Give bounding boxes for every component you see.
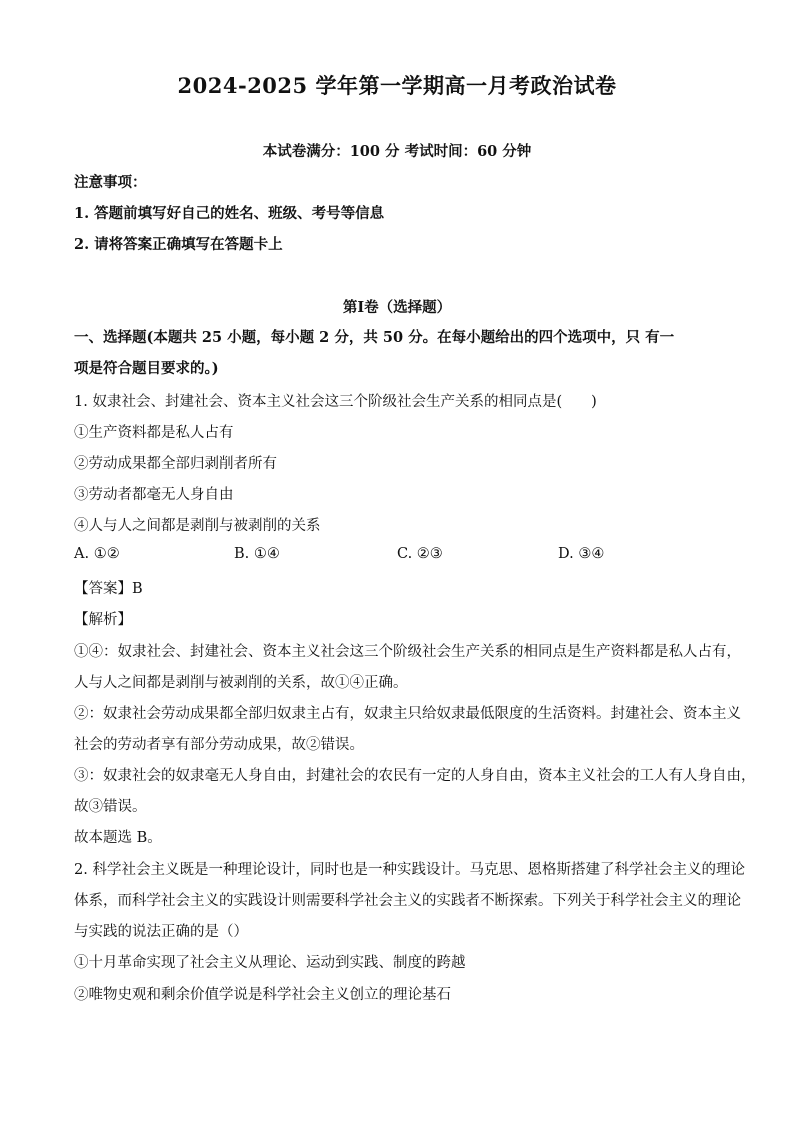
q1-analysis-line-1: ①④：奴隶社会、封建社会、资本主义社会这三个阶级社会生产关系的相同点是生产资料都是私人占有， xyxy=(74,644,741,660)
q1-item-1: ①生产资料都是私人占有 xyxy=(74,425,234,441)
q2-stem-line-3: 与实践的说法正确的是（） xyxy=(74,924,248,940)
q1-stem: 1. 奴隶社会、封建社会、资本主义社会这三个阶级社会生产关系的相同点是( ) xyxy=(74,394,597,410)
q2-stem-line-2: 体系，而科学社会主义的实践设计则需要科学社会主义的实践者不断探索。下列关于科学社会主义的理论 xyxy=(74,893,741,909)
q1-analysis-line-7: 故本题选 B。 xyxy=(74,830,162,846)
q1-item-4: ④人与人之间都是剥削与被剥削的关系 xyxy=(74,518,321,534)
notes-heading: 注意事项： xyxy=(74,174,147,191)
q1-analysis-line-2: 人与人之间都是剥削与被剥削的关系，故①④正确。 xyxy=(74,675,408,691)
q2-item-1: ①十月革命实现了社会主义从理论、运动到实践、制度的跨越 xyxy=(74,955,466,971)
note-1: 1. 答题前填写好自己的姓名、班级、考号等信息 xyxy=(74,205,385,222)
q1-item-3: ③劳动者都毫无人身自由 xyxy=(74,487,234,503)
exam-info: 本试卷满分：100 分 考试时间：60 分钟 xyxy=(262,143,532,160)
q1-answer: 【答案】B xyxy=(74,581,143,597)
q1-option-a: A. ①② xyxy=(74,546,120,562)
exam-title: 2024-2025 学年第一学期高一月考政治试卷 xyxy=(177,73,617,98)
q2-item-2: ②唯物史观和剩余价值学说是科学社会主义创立的理论基石 xyxy=(74,987,451,1003)
q1-analysis-line-3: ②：奴隶社会劳动成果都全部归奴隶主占有，奴隶主只给奴隶最低限度的生活资料。封建社会、资本主义 xyxy=(74,706,741,722)
q1-option-c: C. ②③ xyxy=(397,546,443,562)
q1-item-2: ②劳动成果都全部归剥削者所有 xyxy=(74,456,277,472)
q2-stem-line-1: 2. 科学社会主义既是一种理论设计，同时也是一种实践设计。马克思、恩格斯搭建了科学社会主义的理论 xyxy=(74,862,745,878)
q1-option-b: B. ①④ xyxy=(234,546,280,562)
q1-analysis-line-4: 社会的劳动者享有部分劳动成果，故②错误。 xyxy=(74,737,364,753)
q1-option-d: D. ③④ xyxy=(558,546,605,562)
q1-analysis-label: 【解析】 xyxy=(74,612,132,628)
note-2: 2. 请将答案正确填写在答题卡上 xyxy=(74,236,283,253)
section-title: 第Ⅰ卷（选择题） xyxy=(342,299,452,316)
section-desc-line-2: 项是符合题目要求的。) xyxy=(74,360,219,377)
section-desc-line-1: 一、选择题(本题共 25 小题，每小题 2 分，共 50 分。在每小题给出的四个选项中，只 有一 xyxy=(74,329,675,346)
q1-analysis-line-6: 故③错误。 xyxy=(74,799,147,815)
q1-analysis-line-5: ③：奴隶社会的奴隶毫无人身自由，封建社会的农民有一定的人身自由，资本主义社会的工人有人身自由， xyxy=(74,768,756,784)
